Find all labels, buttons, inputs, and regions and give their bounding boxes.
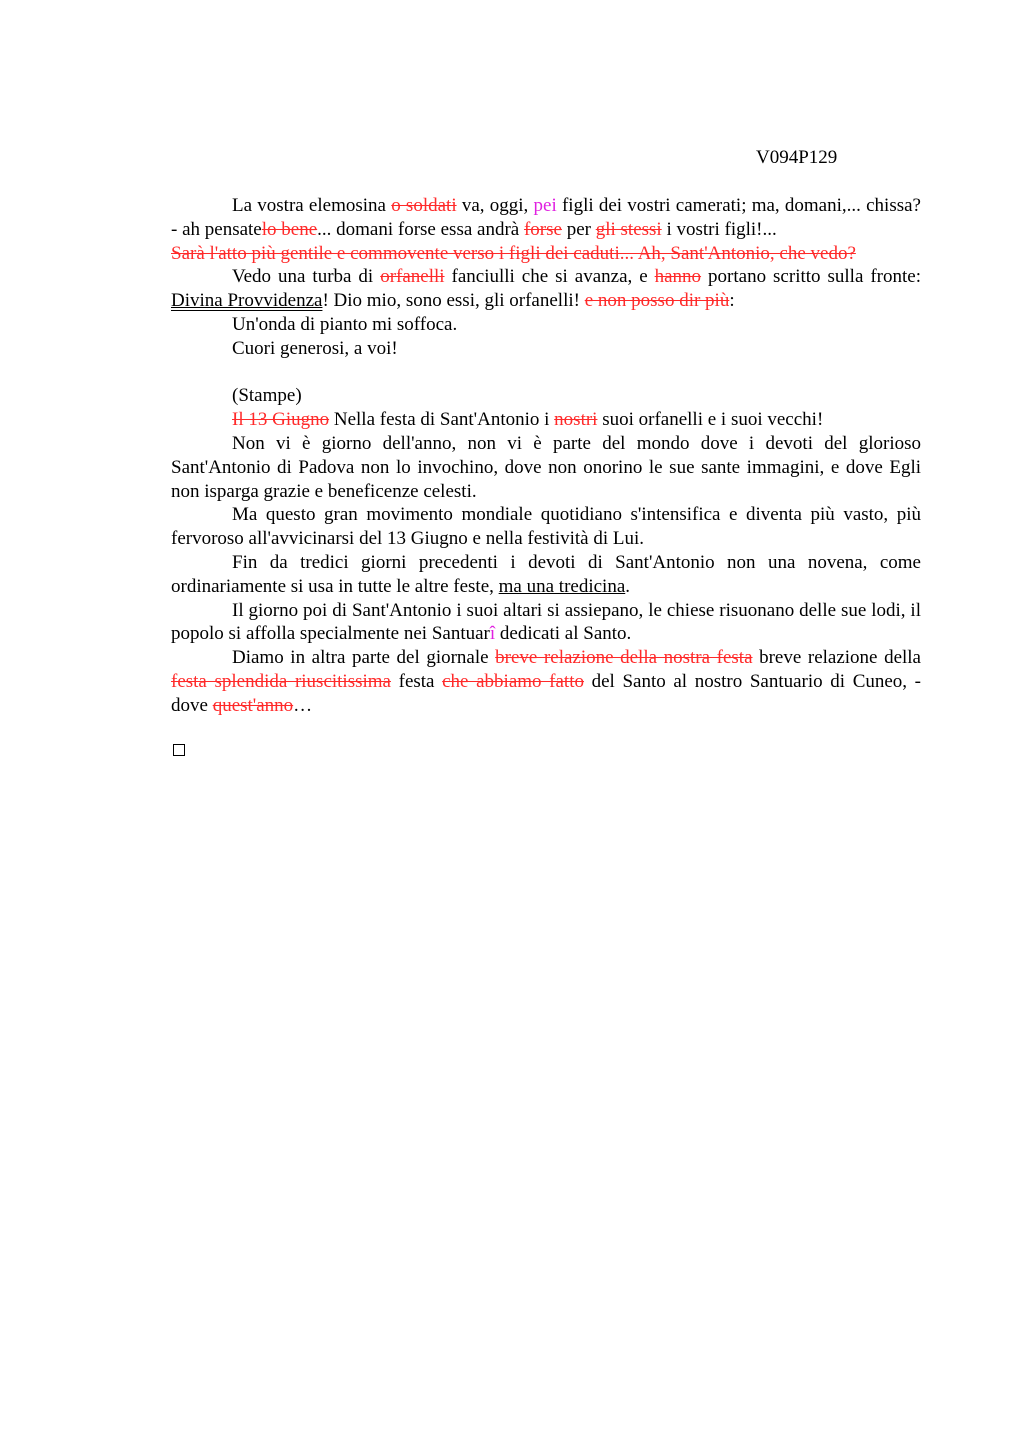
text-run: Nella festa di Sant'Antonio i xyxy=(329,409,555,431)
deleted-text: quest'anno xyxy=(212,694,294,716)
text-run: del Santo al nostro Santuario di Cuneo, - dove xyxy=(171,670,922,716)
text-run: breve relazione della xyxy=(752,647,921,669)
deleted-text: o soldati xyxy=(391,195,457,216)
deleted-text: forse xyxy=(523,218,562,240)
deleted-text: e non posso dir più xyxy=(584,290,730,312)
paragraph-deleted-line xyxy=(171,242,921,266)
deleted-text: breve relazione della nostra festa xyxy=(495,647,753,669)
paragraph-relazione xyxy=(171,646,921,717)
paragraph-stampe: (Stampe) xyxy=(232,385,302,407)
deleted-text: gli stessi xyxy=(595,218,662,240)
deleted-text: festa splendida riuscitissima xyxy=(171,670,391,692)
blank-line xyxy=(171,361,921,385)
underlined-text: ma una tredicina xyxy=(498,575,626,597)
paragraph-onda: Un'onda di pianto mi soffoca. xyxy=(232,313,458,335)
text-run: Vedo una turba di xyxy=(232,266,381,288)
text-run: ... domani forse essa andrà xyxy=(317,218,524,240)
deleted-text: Il 13 Giugno xyxy=(232,409,330,431)
text-run: dedicati al Santo. xyxy=(495,623,632,645)
text-run: i vostri figli!... xyxy=(661,218,777,240)
text-run: figli dei vostri camerati; ma, domani,... chissa? - ah pensate xyxy=(171,195,921,240)
paragraph-altari xyxy=(171,599,921,647)
paragraph-elemosina xyxy=(171,194,921,242)
checkbox-square-icon xyxy=(173,744,185,756)
text-run: La vostra elemosina xyxy=(232,195,392,216)
text-run: Il giorno poi di Sant'Antonio i suoi altari si assiepano, le chiese risuonano delle sue lodi, il popolo si affolla specialmente nei Santuar xyxy=(171,599,921,645)
text-run: Fin da tredici giorni precedenti i devoti di Sant'Antonio non una novena, come ordinariamente si usa in tutte le altre feste, xyxy=(171,551,921,597)
deleted-text: nostri xyxy=(554,409,598,431)
text-run: suoi orfanelli e i suoi vecchi! xyxy=(597,409,824,431)
text-run: … xyxy=(293,694,313,716)
deleted-text: Sarà l'atto più gentile e commovente verso i figli dei caduti... Ah, Sant'Antonio, che vedo? xyxy=(171,242,856,264)
text-run: festa xyxy=(391,670,443,692)
page-identifier: V094P129 xyxy=(756,147,838,168)
text-run: ! Dio mio, sono essi, gli orfanelli! xyxy=(322,290,585,312)
text-run: va, oggi, xyxy=(456,195,534,216)
paragraph-movimento: Ma questo gran movimento mondiale quotidiano s'intensifica e diventa più vasto, più fervoroso all'avvicinarsi del 13 Giugno e nella festività di Lui. xyxy=(171,504,921,550)
text-run: fanciulli che si avanza, e xyxy=(444,266,655,288)
paragraph-cuori: Cuori generosi, a voi! xyxy=(232,337,398,359)
deleted-text: lo bene xyxy=(261,218,318,240)
text-run: Diamo in altra parte del giornale xyxy=(232,647,496,669)
text-run: portano scritto sulla fronte: xyxy=(701,266,921,288)
text-run: . xyxy=(625,575,630,597)
paragraph-tredicina xyxy=(171,551,921,599)
inserted-text: î xyxy=(489,623,496,645)
underlined-text: Divina Provvidenza xyxy=(171,290,323,312)
text-run: : xyxy=(729,290,735,312)
paragraph-turba xyxy=(171,265,921,313)
inserted-text: pei xyxy=(533,195,557,216)
deleted-text: orfanelli xyxy=(380,266,445,288)
deleted-text: che abbiamo fatto xyxy=(442,670,584,692)
document-body xyxy=(171,194,921,718)
paragraph-festa-heading xyxy=(171,408,921,432)
deleted-text: hanno xyxy=(654,266,702,288)
paragraph-giorno-anno: Non vi è giorno dell'anno, non vi è parte del mondo dove i devoti del glorioso Sant'Antonio di Padova non lo invochino, dove non onorino le sue sante immagini, e dove Egli non isparga grazie e beneficenze celesti. xyxy=(171,432,921,502)
text-run: per xyxy=(561,218,596,240)
